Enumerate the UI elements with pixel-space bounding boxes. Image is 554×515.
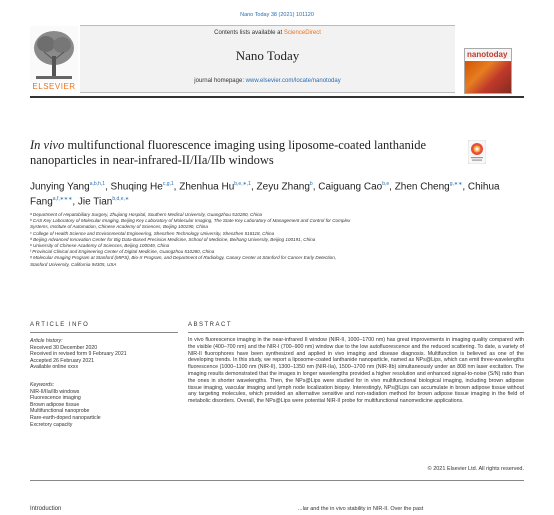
article-title — [30, 138, 455, 168]
keyword-item: Rare-earth-doped nanoparticle — [30, 414, 101, 421]
author-separator: , — [462, 181, 468, 193]
sciencedirect-link[interactable]: ScienceDirect — [283, 30, 321, 36]
abstract-text: In vivo fluorescence imaging in the near-infrared II window (NIR-II, 1000–1700 nm) has great improvements in imaging quality compared with the visible (400–700 nm) and the NIR-I (700–900 nm) window due to the low autofluorescence and the reduced scattering. To date, a variety of NIR-II fluorophores have been synthesized and applied in vivo imaging and disease diagnosis. Multifunction is believed as one of the developing trends. In this study, we report a liposome-coated lanthanide nanoparticle, named as NPs@Lips, which can emit three-wavelengths fluorescence (1000–1100 nm (NIR-II), 1300–1350 nm (NIR-IIa), 1500–1700 nm (NIR-IIb) simultaneously under an 808 nm laser excitation. The imaging results demonstrated that the images in longer wavelengths provided a higher resolution and enhanced signal-to-noise (S/N) ratio than the ones in shorter wavelengths. Then, the NPs@Lips were studied for in vivo multifunctional biological imaging, including brown adipose tissue imaging, vascular imaging and lymph node localization biopsy. Interestingly, NPs@Lips can accumulate in brown adipose tissue without any targeting molecules, which provided an alternative sensitive and non-radiation method for brown adipose tissue imaging in the field of metabolic disorders. Overall, the NPs@Lips were potential NIR-II probe for multifunctional nanomedicine applications. — [188, 337, 524, 405]
author-name[interactable]: Zeyu Zhang — [256, 181, 310, 193]
elsevier-wordmark[interactable]: ELSEVIER — [32, 82, 76, 91]
affiliation-line: ᵉ University of Chinese Academy of Sciences, Beijing 100049, China — [30, 243, 170, 249]
affiliations — [30, 212, 524, 268]
homepage-line — [80, 78, 455, 84]
journal-reference[interactable]: Nano Today 38 (2021) 101120 — [240, 12, 314, 18]
abstract-heading: ABSTRACT — [188, 322, 233, 328]
affiliation-line: ᶜ College of Health Science and Environmental Engineering, Shenzhen Technology University, Shenzhen 518118, China — [30, 230, 275, 236]
keyword-item: Fluorescence imaging — [30, 395, 81, 402]
homepage-url-link[interactable]: www.elsevier.com/locate/nanotoday — [245, 78, 341, 84]
author-name[interactable]: Zhen Cheng — [394, 181, 450, 193]
affiliation-line: ᵈ Beijing Advanced Innovation Center for Big Data-Based Precision Medicine, School of Medicine, Beihang University, Beijing 100191, China — [30, 236, 316, 242]
cover-art — [465, 61, 511, 94]
keyword-item: NIR-II/IIa/IIb windows — [30, 388, 80, 395]
author-separator: , — [250, 181, 257, 193]
journal-name: Nano Today — [235, 48, 300, 63]
contents-line — [80, 30, 455, 36]
keyword-item: Brown adipose tissue — [30, 401, 80, 408]
affiliation-line: ᶠ Provincial Clinical and Engineering Center of Digital Medicine, Guangzhou 510280, China — [30, 249, 215, 255]
author-name[interactable]: Jie Tian — [77, 196, 113, 208]
affiliation-line: Systems, Institute of Automation, Chinese Academy of Sciences, Beijing 100190, China — [30, 224, 208, 230]
history-item: Received 30 December 2020 — [30, 344, 98, 351]
keyword-item: Excretory capacity — [30, 421, 73, 428]
article-history — [30, 338, 180, 371]
affiliation-line: ᵍ Molecular Imaging Program at Stanford (MIPS), Bio-X Program, and Department of Radiology, Canary Center at Stanford for Cancer Early Detection, — [30, 255, 337, 261]
author-separator: , — [104, 181, 111, 193]
author-name[interactable]: Zhenhua Hu — [179, 181, 235, 193]
author-affiliation-marker[interactable]: g,∗∗ — [449, 181, 463, 187]
footer-rule — [30, 480, 524, 481]
author-name[interactable]: Caiguang Cao — [318, 181, 383, 193]
author-name[interactable]: Junying Yang — [30, 181, 90, 193]
author-name[interactable]: Shuqing He — [110, 181, 163, 193]
contents-prefix: Contents lists available at — [214, 30, 283, 36]
history-item: Accepted 26 February 2021 — [30, 357, 95, 364]
author-separator: , — [389, 181, 395, 193]
cover-title: nanotoday — [467, 50, 508, 59]
author-separator: , — [173, 181, 180, 193]
author-affiliation-marker[interactable]: a,b,h,1 — [89, 181, 105, 187]
introduction-heading: Introduction — [30, 506, 62, 512]
title-rest: multifunctional fluorescence imaging using liposome-coated lanthanide nanoparticles in near-infrared-II/IIa/IIb windows — [30, 138, 427, 167]
title-italic: In vivo — [30, 138, 65, 152]
check-for-updates-icon[interactable] — [468, 140, 486, 164]
author-affiliation-marker[interactable]: c,g,1 — [162, 181, 174, 187]
author-list — [30, 178, 510, 209]
affiliation-line: ᵃ Department of Hepatobiliary Surgery, Zhujiang Hospital, Southern Medical University, Guangzhou 510280, China — [30, 212, 263, 217]
author-affiliation-marker[interactable]: b,e,∗,1 — [234, 181, 251, 187]
abstract-rule — [188, 332, 524, 333]
elsevier-tree-logo-icon — [30, 26, 78, 82]
body-text-fragment: ...lar and the in vivo stability in NIR-II. Over the past — [298, 506, 424, 512]
article-info-rule — [30, 332, 178, 333]
affiliation-line: ᵇ CAS Key Laboratory of Molecular Imaging, Beijing Key Laboratory of Molecular Imaging, The State Key Laboratory of Management and Control for Complex — [30, 218, 351, 224]
copyright-notice: © 2021 Elsevier Ltd. All rights reserved. — [427, 466, 524, 472]
header-rule — [30, 96, 524, 98]
author-name[interactable]: Chihua Fang — [30, 181, 500, 208]
journal-cover-image[interactable] — [464, 48, 512, 94]
author-affiliation-marker[interactable]: b — [309, 181, 313, 187]
article-info-heading: ARTICLE INFO — [30, 322, 90, 328]
author-separator: , — [72, 196, 78, 208]
author-separator: , — [312, 181, 319, 193]
homepage-prefix: journal homepage: — [194, 78, 244, 84]
keyword-item: Multifunctional nanoprobe — [30, 408, 90, 415]
history-item: Available online xxxx — [30, 364, 79, 371]
history-label: Article history: — [30, 338, 63, 344]
affiliation-line: Stanford University, California 94305, USA — [30, 261, 117, 267]
history-item: Received in revised form 9 February 2021 — [30, 351, 127, 358]
author-affiliation-marker[interactable]: b,d,e,∗ — [112, 196, 130, 203]
author-affiliation-marker[interactable]: b,e — [382, 181, 390, 187]
author-affiliation-marker[interactable]: a,f,∗∗∗ — [52, 196, 73, 203]
keywords — [30, 382, 180, 428]
keywords-label: Keywords: — [30, 382, 55, 388]
